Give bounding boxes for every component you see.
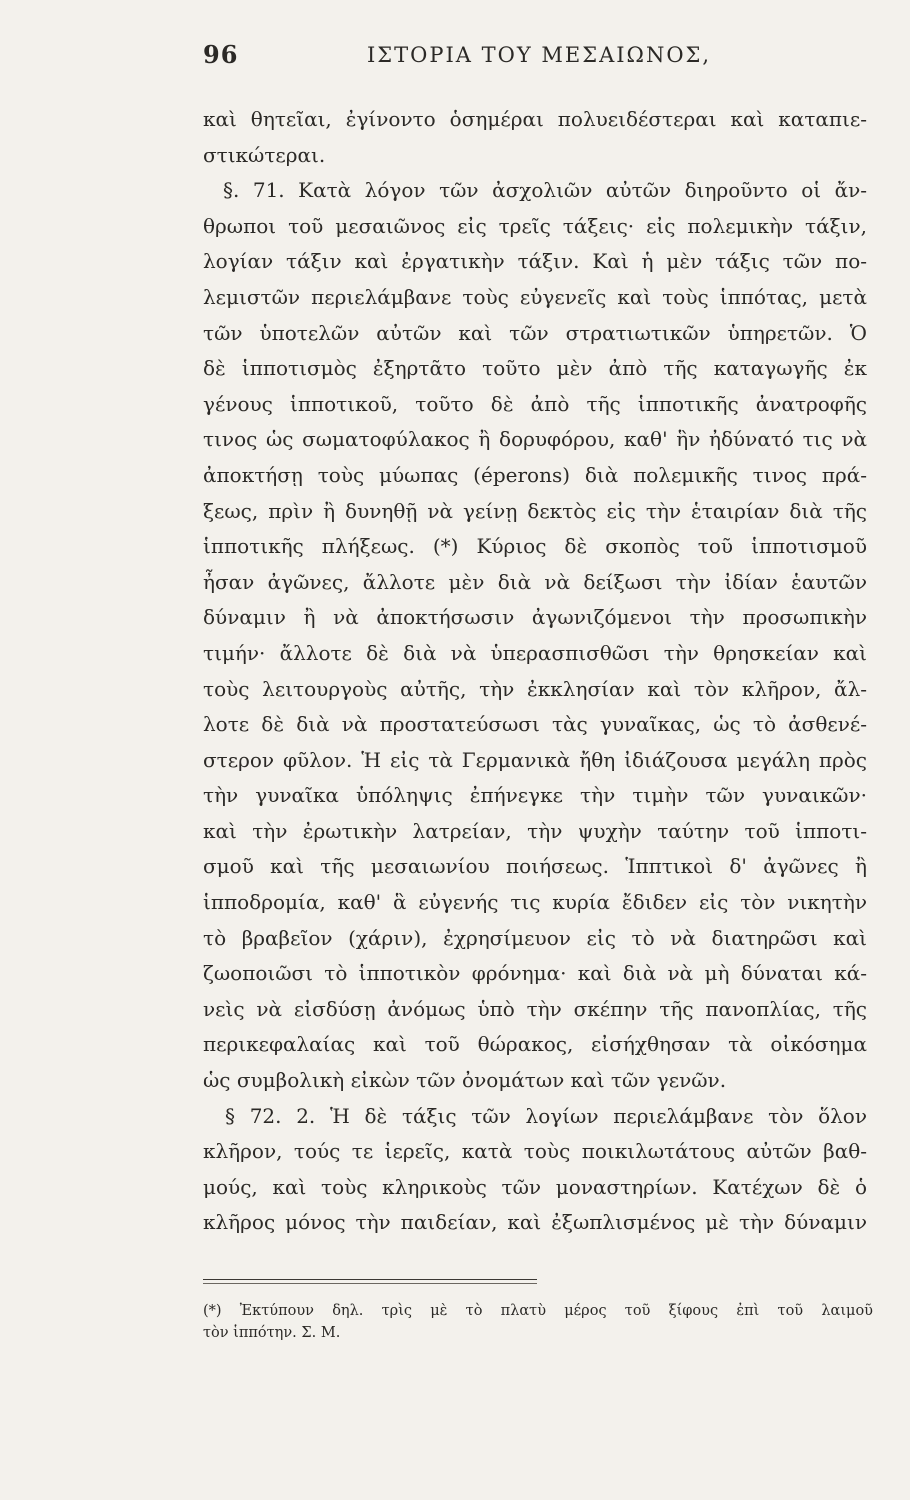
text-line: ὡς συμβολικὴ εἰκὼν τῶν ὀνομάτων καὶ τῶν γενῶν. xyxy=(203,1068,727,1093)
footnote-rule-thin xyxy=(203,1283,537,1284)
text-line: στικώτεραι. xyxy=(203,142,326,167)
text-line: θρωποι τοῦ μεσαιῶνος εἰς τρεῖς τάξεις· εἰς πολεμικὴν τάξιν, xyxy=(203,213,867,238)
footnote-rule xyxy=(203,1279,537,1280)
text-line: ἱπποτικῆς πλήξεως. (*) Κύριος δὲ σκοπὸς τοῦ ἱπποτισμοῦ xyxy=(203,534,867,559)
text-line: τιμήν· ἄλλοτε δὲ διὰ νὰ ὑπερασπισθῶσι τὴν θρησκείαν καὶ xyxy=(203,640,867,665)
text-line: λεμιστῶν περιελάμβανε τοὺς εὐγενεῖς καὶ τοὺς ἱππότας, μετὰ xyxy=(203,284,867,309)
page-number: 96 xyxy=(203,40,239,69)
text-line: καὶ θητεῖαι, ἐγίνοντο ὁσημέραι πολυειδέστεραι καὶ καταπιε- xyxy=(203,107,867,131)
text-line: στερον φῦλον. Ἡ εἰς τὰ Γερμανικὰ ἤθη ἰδιάζουσα μεγάλη πρὸς xyxy=(203,747,867,772)
text-line: μούς, καὶ τοὺς κληρικοὺς τῶν μοναστηρίων. Κατέχων δὲ ὁ xyxy=(203,1174,867,1199)
section-72-first-line: § 72. 2. Ἡ δὲ τάξις τῶν λογίων περιελάμβανε τὸν ὅλον xyxy=(225,1103,867,1128)
text-line: κλῆρον, τούς τε ἱερεῖς, κατὰ τοὺς ποικιλωτάτους αὐτῶν βαθ- xyxy=(203,1139,867,1164)
text-line: τοὺς λειτουργοὺς αὐτῆς, τὴν ἐκκλησίαν καὶ τὸν κλῆρον, ἄλ- xyxy=(203,676,867,701)
text-line: καὶ τὴν ἐρωτικὴν λατρείαν, τὴν ψυχὴν ταύτην τοῦ ἱπποτι- xyxy=(203,818,867,843)
text-line: σμοῦ καὶ τῆς μεσαιωνίου ποιήσεως. Ἱππτικοὶ δ' ἀγῶνες ἢ xyxy=(203,854,867,879)
text-line: κλῆρος μόνος τὴν παιδείαν, καὶ ἐξωπλισμένος μὲ τὴν δύναμιν xyxy=(203,1210,867,1235)
text-line: ζωοποιῶσι τὸ ἱπποτικὸν φρόνημα· καὶ διὰ νὰ μὴ δύναται κά- xyxy=(203,961,867,986)
section-71-first-line: §. 71. Κατὰ λόγον τῶν ἀσχολιῶν αὐτῶν διηροῦντο οἱ ἄν- xyxy=(223,178,867,203)
footnote-line: τὸν ἱππότην. Σ. Μ. xyxy=(203,1325,341,1341)
text-line: ξεως, πρὶν ἢ δυνηθῇ νὰ γείνῃ δεκτὸς εἰς τὴν ἑταιρίαν διὰ τῆς xyxy=(203,498,867,523)
text-line: λοτε δὲ διὰ νὰ προστατεύσωσι τὰς γυναῖκας, ὡς τὸ ἀσθενέ- xyxy=(203,712,867,737)
text-line: λογίαν τάξιν καὶ ἐργατικὴν τάξιν. Καὶ ἡ μὲν τάξις τῶν πο- xyxy=(203,249,867,274)
text-line: τινος ὡς σωματοφύλακος ἢ δορυφόρου, καθ' ἣν ἠδύνατό τις νὰ xyxy=(203,427,867,452)
text-line: ἦσαν ἀγῶνες, ἄλλοτε μὲν διὰ νὰ δείξωσι τὴν ἰδίαν ἑαυτῶν xyxy=(203,569,867,594)
text-line: τὴν γυναῖκα ὑπόληψις ἐπήνεγκε τὴν τιμὴν τῶν γυναικῶν· xyxy=(203,783,867,808)
text-line: περικεφαλαίας καὶ τοῦ θώρακος, εἰσήχθησαν τὰ οἰκόσημα xyxy=(203,1032,867,1057)
page-header xyxy=(203,40,883,80)
footnote xyxy=(203,1300,873,1344)
text-line: γένους ἱπποτικοῦ, τοῦτο δὲ ἀπὸ τῆς ἱπποτικῆς ἀνατροφῆς xyxy=(203,391,867,416)
running-head: ΙΣΤΟΡΙΑ ΤΟΥ ΜΕΣΑΙΩΝΟΣ, xyxy=(367,43,712,67)
text-line: νεὶς νὰ εἰσδύσῃ ἀνόμως ὑπὸ τὴν σκέπην τῆς πανοπλίας, τῆς xyxy=(203,996,867,1021)
footnote-line: (*) Ἐκτύπουν δηλ. τρὶς μὲ τὸ πλατὺ μέρος τοῦ ξίφους ἐπὶ τοῦ λαιμοῦ xyxy=(203,1303,873,1319)
text-line: τῶν ὑποτελῶν αὐτῶν καὶ τῶν στρατιωτικῶν ὑπηρετῶν. Ὁ xyxy=(203,320,867,345)
text-line: ἀποκτήσῃ τοὺς μύωπας (éperons) διὰ πολεμικῆς τινος πρά- xyxy=(203,462,867,487)
text-line: δὲ ἱπποτισμὸς ἐξηρτᾶτο τοῦτο μὲν ἀπὸ τῆς καταγωγῆς ἐκ xyxy=(203,356,867,381)
text-line: δύναμιν ἢ νὰ ἀποκτήσωσιν ἀγωνιζόμενοι τὴν προσωπικὴν xyxy=(203,605,867,630)
text-line: ἱπποδρομία, καθ' ἃ εὐγενής τις κυρία ἔδιδεν εἰς τὸν νικητὴν xyxy=(203,890,867,915)
text-line: τὸ βραβεῖον (χάριν), ἐχρησίμευον εἰς τὸ νὰ διατηρῶσι καὶ xyxy=(203,925,867,950)
body-text xyxy=(203,102,867,1241)
